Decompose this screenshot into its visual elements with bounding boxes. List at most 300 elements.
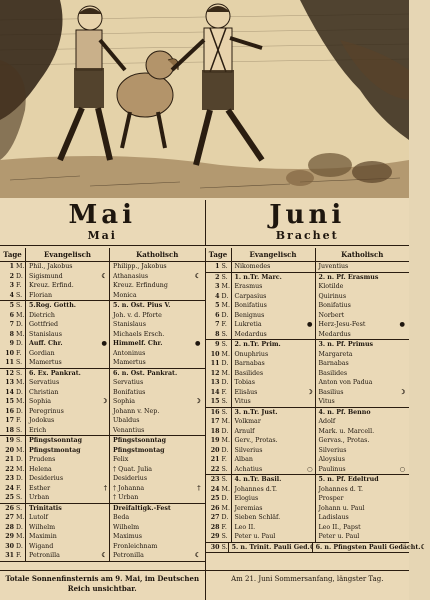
day-row: [0, 320, 205, 330]
day-cell: [0, 504, 26, 514]
day-number: 9: [215, 341, 220, 348]
moon-phase-icon: [405, 427, 407, 437]
moon-phase-icon: [107, 416, 109, 426]
evangelisch-cell: [232, 513, 316, 523]
illustration-boys-with-dog: [0, 0, 409, 198]
day-row: [206, 513, 410, 523]
weekday: S.: [16, 369, 23, 377]
evangelisch-cell: [26, 436, 110, 446]
day-cell: [0, 388, 26, 398]
evangelisch-cell: [26, 446, 110, 456]
evangelisch-cell: [232, 369, 316, 379]
weekday: M.: [16, 311, 25, 319]
week-block: [206, 262, 410, 273]
moon-phase-icon: [313, 523, 315, 533]
evangelisch-name: Mamertus: [29, 359, 62, 366]
evangelisch-cell: [26, 369, 110, 379]
evangelisch-name: Achatius: [234, 465, 263, 473]
day-cell: [206, 523, 232, 533]
day-number: 2: [9, 272, 14, 280]
day-number: 16: [210, 408, 220, 416]
weekday: D.: [16, 542, 23, 550]
day-number: 29: [5, 533, 14, 540]
moon-phase-icon: ☾: [194, 552, 201, 559]
katholisch-name: Margareta: [318, 350, 353, 358]
day-row: [206, 388, 410, 398]
weekday: D.: [16, 321, 23, 328]
katholisch-name: Monica: [113, 291, 137, 299]
calendar-grid: [0, 248, 427, 570]
katholisch-name: 6. n. Pfingsten Pauli Gedächt.: [315, 543, 421, 551]
day-number: 24: [210, 485, 220, 493]
day-number: 29: [210, 533, 220, 540]
evangelisch-cell: [26, 504, 110, 514]
day-cell: [0, 426, 26, 436]
evangelisch-cell: [232, 532, 316, 542]
katholisch-name: Gervas., Protas.: [318, 437, 370, 444]
day-number: 10: [210, 350, 220, 358]
evangelisch-name: 2. n.Tr. Prim.: [234, 341, 281, 348]
day-number: 21: [210, 456, 220, 463]
moon-phase-icon: [107, 330, 109, 340]
evangelisch-name: Tobias: [234, 379, 256, 386]
evangelisch-cell: [232, 388, 316, 398]
evangelisch-cell: [26, 358, 110, 368]
moon-phase-icon: [201, 465, 203, 475]
week-block: [206, 475, 410, 543]
moon-phase-icon: [313, 417, 315, 427]
moon-phase-icon: †: [103, 484, 107, 492]
katholisch-cell: [316, 369, 410, 379]
evangelisch-cell: [26, 551, 110, 561]
evangelisch-name: Bonifatius: [234, 302, 267, 309]
katholisch-name: Vitus: [318, 398, 335, 405]
katholisch-name: Venantius: [113, 426, 145, 434]
day-row: [0, 484, 205, 494]
week-block: [206, 408, 410, 476]
katholisch-cell: [316, 378, 410, 388]
day-row: [206, 369, 410, 379]
weekday: F.: [16, 552, 22, 559]
moon-phase-icon: [313, 427, 315, 437]
day-cell: [206, 330, 232, 340]
evangelisch-name: Elisäus: [234, 388, 258, 396]
day-number: 5: [215, 302, 220, 309]
moon-phase-icon: [405, 262, 407, 272]
weekday: S.: [16, 504, 23, 512]
katholisch-name: 4. n. Pf. Benno: [318, 408, 371, 416]
evangelisch-cell: [26, 493, 110, 503]
moon-phase-icon: [405, 359, 407, 369]
evangelisch-name: Lutolf: [29, 514, 48, 521]
evangelisch-name: Johannes d.T.: [234, 485, 278, 493]
evangelisch-name: Phil., Jakobus: [29, 263, 73, 270]
day-cell: [206, 455, 232, 465]
day-cell: [206, 504, 232, 514]
weekday: M.: [221, 369, 230, 377]
moon-phase-icon: [201, 513, 203, 523]
day-row: [0, 493, 205, 503]
moon-phase-icon: [313, 301, 315, 311]
evangelisch-name: Gottfried: [29, 321, 58, 328]
moon-phase-icon: [107, 301, 109, 311]
evangelisch-cell: [26, 378, 110, 388]
evangelisch-cell: [232, 320, 316, 330]
day-cell: [206, 397, 232, 407]
katholisch-cell: [110, 551, 205, 561]
day-cell: [206, 417, 232, 427]
katholisch-cell: [110, 349, 205, 359]
day-cell: [0, 358, 26, 368]
katholisch-name: Himmelf. Chr.: [113, 340, 163, 347]
day-row: [206, 330, 410, 340]
moon-phase-icon: ☾: [420, 543, 427, 551]
weekday: D.: [16, 475, 23, 482]
moon-phase-icon: [313, 262, 315, 272]
week-block: [0, 504, 205, 562]
month-header: [0, 200, 409, 246]
day-row: [0, 455, 205, 465]
katholisch-cell: [110, 262, 205, 272]
day-row: [0, 446, 205, 456]
day-cell: [0, 330, 26, 340]
weekday: S.: [221, 341, 228, 348]
moon-phase-icon: [201, 291, 203, 301]
evangelisch-cell: [232, 282, 316, 292]
day-number: 12: [5, 369, 14, 377]
evangelisch-cell: [229, 543, 316, 553]
katholisch-cell: [316, 436, 410, 446]
day-number: 15: [5, 398, 14, 405]
katholisch-cell: [110, 484, 205, 494]
day-row: [206, 417, 410, 427]
day-cell: [206, 475, 232, 485]
moon-phase-icon: [313, 340, 315, 350]
moon-phase-icon: [107, 532, 109, 542]
day-cell: [206, 465, 232, 475]
weekday: F.: [221, 388, 227, 396]
moon-phase-icon: [201, 281, 203, 291]
weekday: F.: [16, 282, 22, 289]
evangelisch-name: Petronilla: [29, 552, 60, 559]
day-row: [206, 427, 410, 437]
katholisch-cell: [316, 408, 410, 418]
day-cell: [0, 416, 26, 426]
day-number: 12: [210, 369, 220, 377]
moon-phase-icon: [405, 282, 407, 292]
evangelisch-name: Dietrich: [29, 311, 55, 319]
day-row: [0, 426, 205, 436]
day-row: [206, 532, 410, 542]
evangelisch-name: Christian: [29, 388, 59, 396]
weekday: M.: [221, 504, 230, 512]
katholisch-cell: [316, 446, 410, 456]
may-footer-note: Totale Sonnenfinsternis am 9. Mai, im Deutschen Reich unsichtbar.: [5, 574, 200, 593]
day-number: 18: [5, 426, 14, 434]
day-number: 8: [215, 330, 220, 338]
evangelisch-name: Elogius: [234, 495, 259, 502]
evangelisch-name: Erich: [29, 426, 47, 434]
moon-phase-icon: [405, 485, 407, 495]
katholisch-name: 5. n. Ost. Pius V.: [113, 302, 171, 309]
weekday: D.: [221, 446, 229, 454]
weekday: D.: [16, 272, 23, 280]
day-number: 28: [210, 523, 220, 531]
katholisch-name: Michaels Ersch.: [113, 330, 165, 338]
may-column: [0, 248, 205, 570]
week-block: [0, 436, 205, 504]
may-title: Mai: [68, 200, 136, 230]
weekday: S.: [16, 426, 23, 434]
evangelisch-cell: [26, 388, 110, 398]
week-block: [0, 369, 205, 437]
evangelisch-name: Benignus: [234, 311, 265, 319]
evangelisch-name: Carpasius: [234, 292, 267, 300]
evangelisch-cell: [232, 475, 316, 485]
day-row: [0, 301, 205, 311]
weekday: S.: [221, 543, 228, 551]
day-number: 9: [9, 340, 14, 347]
evangelisch-cell: [232, 504, 316, 514]
day-cell: [206, 494, 232, 504]
evangelisch-cell: [232, 340, 316, 350]
day-cell: [206, 273, 232, 283]
moon-phase-icon: [107, 455, 109, 465]
moon-phase-icon: [201, 542, 203, 552]
katholisch-name: Servatius: [113, 379, 144, 386]
day-number: 7: [9, 321, 14, 328]
moon-phase-icon: [405, 532, 407, 542]
day-row: [0, 281, 205, 291]
moon-phase-icon: [107, 504, 109, 514]
moon-phase-icon: [201, 301, 203, 311]
moon-phase-icon: [107, 493, 109, 503]
katholisch-cell: [316, 359, 410, 369]
day-cell: [0, 465, 26, 475]
moon-phase-icon: [405, 397, 407, 407]
weekday: F.: [16, 349, 22, 357]
evangelisch-name: Jodokus: [29, 417, 55, 424]
moon-phase-icon: [107, 378, 109, 388]
katholisch-name: Johannes d. T.: [318, 485, 364, 493]
evangelisch-name: Kreuz. Erfind.: [29, 282, 74, 289]
day-number: 30: [5, 542, 14, 550]
day-cell: [206, 369, 232, 379]
moon-phase-icon: [201, 407, 203, 417]
katholisch-cell: [316, 301, 410, 311]
katholisch-cell: [110, 281, 205, 291]
moon-phase-icon: [313, 446, 315, 456]
katholisch-cell: [316, 417, 410, 427]
weekday: M.: [16, 533, 25, 540]
day-number: 23: [210, 476, 220, 483]
moon-phase-icon: [201, 426, 203, 436]
katholisch-cell: [110, 523, 205, 533]
weekday: M.: [16, 330, 25, 338]
evangelisch-name: Vitus: [234, 398, 251, 405]
day-number: 24: [5, 484, 14, 492]
week-block: [0, 262, 205, 301]
june-subtitle: Brachet: [275, 229, 339, 242]
day-number: 16: [5, 407, 14, 415]
katholisch-cell: [110, 493, 205, 503]
day-number: 21: [5, 456, 14, 463]
moon-phase-icon: [405, 273, 407, 283]
day-number: 30: [210, 543, 220, 551]
day-cell: [0, 369, 26, 379]
moon-phase-icon: [405, 330, 407, 340]
header-evangelisch: Evangelisch: [232, 248, 316, 261]
day-row: [0, 272, 205, 282]
moon-phase-icon: [313, 513, 315, 523]
katholisch-cell: [316, 523, 410, 533]
day-number: 6: [9, 311, 14, 319]
katholisch-name: Herz-Jesu-Fest: [318, 321, 366, 328]
katholisch-name: † Quat. Julia: [113, 465, 153, 473]
moon-phase-icon: [107, 542, 109, 552]
weekday: S.: [221, 533, 228, 540]
moon-phase-icon: ☽: [101, 398, 107, 405]
evangelisch-name: Sigismund: [29, 272, 63, 280]
moon-phase-icon: [313, 436, 315, 446]
day-cell: [0, 349, 26, 359]
day-cell: [0, 551, 26, 561]
day-cell: [206, 446, 232, 456]
moon-phase-icon: [107, 436, 109, 446]
day-cell: [206, 408, 232, 418]
weekday: M.: [221, 437, 230, 444]
moon-phase-icon: [405, 523, 407, 533]
day-row: [0, 311, 205, 321]
day-cell: [206, 543, 229, 553]
katholisch-cell: [110, 407, 205, 417]
day-cell: [206, 292, 232, 302]
header-katholisch: Katholisch: [341, 250, 384, 259]
day-row: [0, 523, 205, 533]
day-cell: [206, 282, 232, 292]
day-cell: [206, 388, 232, 398]
header-evangelisch: Evangelisch: [26, 248, 110, 261]
header-katholisch: Katholisch: [136, 250, 179, 259]
moon-phase-icon: [201, 474, 203, 484]
moon-phase-icon: [313, 378, 315, 388]
katholisch-name: Leo II., Papst: [318, 523, 361, 531]
weekday: S.: [221, 465, 228, 473]
moon-phase-icon: [313, 408, 315, 418]
katholisch-name: Ladislaus: [318, 514, 349, 521]
moon-phase-icon: ☽: [306, 388, 313, 396]
katholisch-name: Mamertus: [113, 359, 146, 366]
katholisch-cell: [316, 282, 410, 292]
moon-phase-icon: [405, 475, 407, 485]
katholisch-cell: [110, 311, 205, 321]
weekday: S.: [16, 302, 23, 309]
evangelisch-cell: [26, 291, 110, 301]
evangelisch-name: Nikomedes: [234, 263, 271, 270]
katholisch-cell: [110, 532, 205, 542]
weekday: S.: [221, 263, 228, 270]
moon-phase-icon: [313, 350, 315, 360]
katholisch-name: Johann v. Nep.: [113, 407, 160, 415]
day-cell: [0, 474, 26, 484]
katholisch-name: Adolf: [318, 418, 336, 425]
weekday: S.: [16, 437, 23, 444]
weekday: D.: [221, 292, 229, 300]
evangelisch-name: Peregrinus: [29, 407, 64, 415]
katholisch-cell: [110, 301, 205, 311]
moon-phase-icon: ○: [399, 465, 405, 473]
katholisch-cell: [316, 455, 410, 465]
katholisch-cell: [316, 311, 410, 321]
katholisch-cell: [316, 427, 410, 437]
moon-phase-icon: [201, 358, 203, 368]
day-number: 17: [210, 418, 220, 425]
evangelisch-name: Pfingstmontag: [29, 446, 81, 454]
weekday: D.: [221, 514, 229, 521]
evangelisch-cell: [26, 474, 110, 484]
weekday: M.: [16, 379, 25, 386]
katholisch-name: Mark. u. Marcell.: [318, 427, 375, 435]
evangelisch-name: Urban: [29, 494, 50, 501]
day-row: [0, 551, 205, 561]
weekday: F.: [16, 417, 22, 424]
katholisch-name: Anton von Padua: [318, 379, 373, 386]
weekday: D.: [16, 340, 23, 347]
moon-phase-icon: [107, 523, 109, 533]
evangelisch-cell: [232, 436, 316, 446]
katholisch-name: Ubaldus: [113, 417, 140, 424]
day-row: [206, 262, 410, 272]
day-cell: [0, 523, 26, 533]
day-number: 18: [210, 427, 220, 435]
day-number: 11: [210, 360, 220, 367]
moon-phase-icon: ●: [307, 321, 313, 328]
week-block: [206, 273, 410, 341]
katholisch-cell: [316, 504, 410, 514]
day-cell: [206, 532, 232, 542]
katholisch-name: Peter u. Paul: [318, 533, 360, 540]
day-cell: [206, 378, 232, 388]
katholisch-name: Petronilla: [113, 552, 144, 559]
day-row: [0, 465, 205, 475]
evangelisch-cell: [26, 281, 110, 291]
evangelisch-cell: [26, 455, 110, 465]
day-row: [0, 358, 205, 368]
katholisch-name: Dreifaltigk.-Fest: [113, 504, 171, 512]
weekday: D.: [221, 379, 229, 386]
katholisch-name: Aloysius: [318, 456, 345, 463]
katholisch-name: Athanasius: [113, 272, 149, 280]
katholisch-cell: [110, 388, 205, 398]
evangelisch-name: Gerv., Protas.: [234, 437, 278, 444]
katholisch-name: Beda: [113, 514, 130, 521]
day-cell: [206, 427, 232, 437]
moon-phase-icon: [107, 320, 109, 330]
evangelisch-cell: [26, 513, 110, 523]
day-number: 3: [215, 283, 220, 290]
evangelisch-cell: [232, 397, 316, 407]
moon-phase-icon: [405, 369, 407, 379]
moon-phase-icon: [313, 311, 315, 321]
evangelisch-cell: [26, 262, 110, 272]
evangelisch-cell: [26, 272, 110, 282]
day-number: 19: [210, 437, 220, 444]
moon-phase-icon: ☾: [101, 272, 107, 280]
day-number: 14: [210, 388, 220, 396]
evangelisch-cell: [26, 484, 110, 494]
moon-phase-icon: [313, 504, 315, 514]
evangelisch-cell: [26, 465, 110, 475]
